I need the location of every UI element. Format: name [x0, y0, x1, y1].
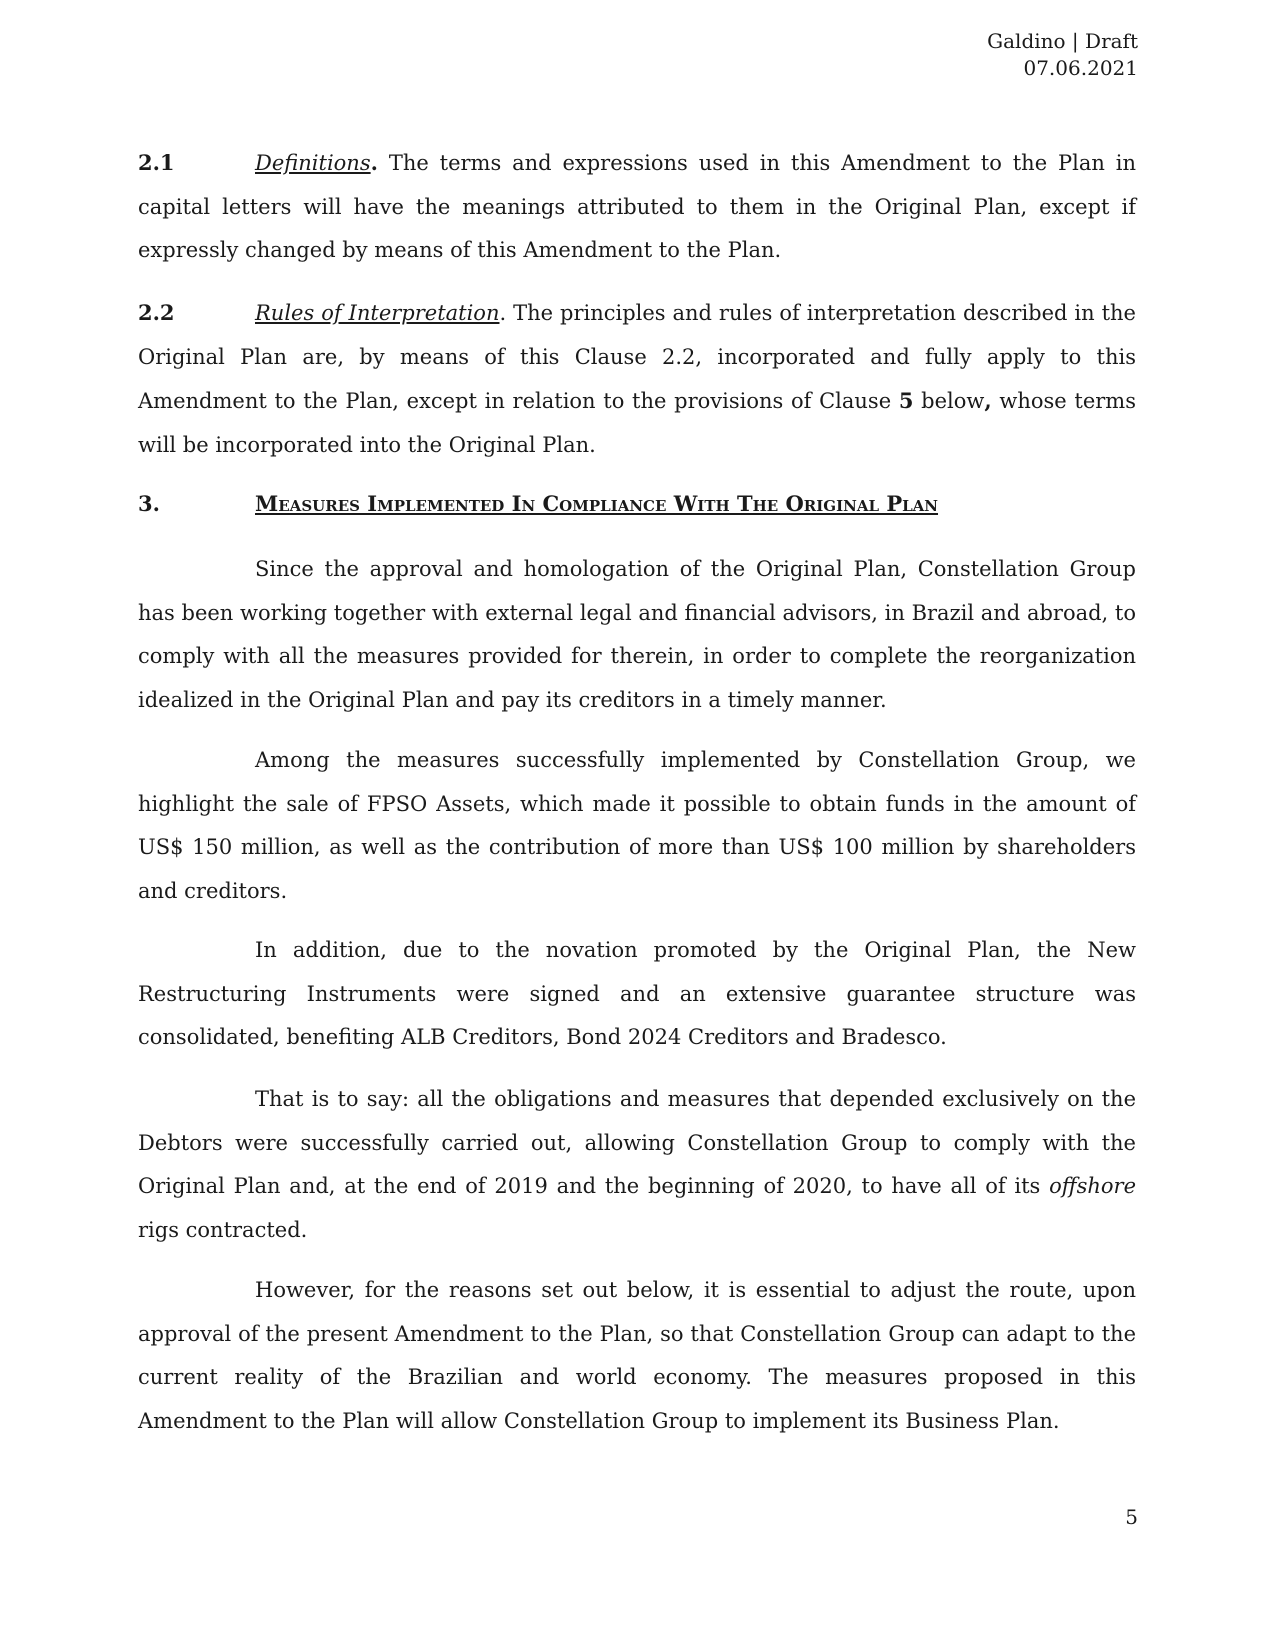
clause-number: 2.2 — [138, 300, 175, 325]
clause-comma: , — [984, 388, 992, 413]
page-number: 5 — [1125, 1505, 1138, 1529]
clause-term: Definitions — [255, 151, 371, 175]
paragraph-2 — [138, 739, 1136, 913]
page-header — [987, 28, 1138, 82]
clause-text-part-b: below — [913, 389, 985, 413]
paragraph-text-part-b: rigs contracted. — [138, 1217, 308, 1242]
section-3-heading — [138, 482, 1136, 527]
paragraph-italic-word: offshore — [1049, 1174, 1136, 1198]
clause-number: 2.1 — [138, 150, 175, 175]
header-author-status: Galdino | Draft — [987, 29, 1138, 53]
clause-term-punct: . — [370, 150, 378, 175]
clause-text-part-c: whose terms will be incorporated into the Original Plan. — [138, 389, 1136, 457]
clause-text-part-a: . The principles and rules of interpretation described in the Original Plan are, by means of this Clause 2.2, incorporated and fully apply to this Amendment to the Plan, except in relation to the provisions of Clause — [138, 301, 1136, 413]
clause-reference: 5 — [898, 388, 914, 413]
paragraph-text-part-a: That is to say: all the obligations and measures that depended exclusively on the Debtors were successfully carried out, allowing Constellation Group to comply with the Original Plan and, at the end of 2019 and the beginning of 2020, to have all of its — [138, 1087, 1136, 1198]
clause-term: Rules of Interpretation — [255, 301, 500, 325]
paragraph-text: In addition, due to the novation promoted by the Original Plan, the New Restructuring Instruments were signed and an extensive guarantee structure was consolidated, benefiting ALB Creditors, Bond 2024 Creditors and Bradesco. — [138, 938, 1136, 1049]
clause-2-1 — [138, 141, 1136, 273]
clause-2-2 — [138, 291, 1136, 467]
paragraph-text: Among the measures successfully implemented by Constellation Group, we highlight the sale of FPSO Assets, which made it possible to obtain funds in the amount of US$ 150 million, as well as the contribution of more than US$ 100 million by shareholders and creditors. — [138, 748, 1136, 903]
section-number: 3. — [138, 491, 160, 516]
paragraph-3 — [138, 929, 1136, 1060]
section-title: Measures Implemented In Compliance With The Original Plan — [255, 491, 939, 516]
paragraph-4 — [138, 1078, 1136, 1252]
paragraph-1 — [138, 548, 1136, 722]
paragraph-text: Since the approval and homologation of the Original Plan, Constellation Group has been working together with external legal and financial advisors, in Brazil and abroad, to comply with all the measures provided for therein, in order to complete the reorganization idealized in the Original Plan and pay its creditors in a timely manner. — [138, 557, 1136, 712]
clause-text: The terms and expressions used in this Amendment to the Plan in capital letters will have the meanings attributed to them in the Original Plan, except if expressly changed by means of this Amendment to the Plan. — [138, 151, 1136, 262]
header-date: 07.06.2021 — [1023, 56, 1138, 80]
paragraph-5 — [138, 1269, 1136, 1443]
paragraph-text: However, for the reasons set out below, it is essential to adjust the route, upon approval of the present Amendment to the Plan, so that Constellation Group can adapt to the current reality of the Brazilian and world economy. The measures proposed in this Amendment to the Plan will allow Constellation Group to implement its Business Plan. — [138, 1278, 1136, 1433]
